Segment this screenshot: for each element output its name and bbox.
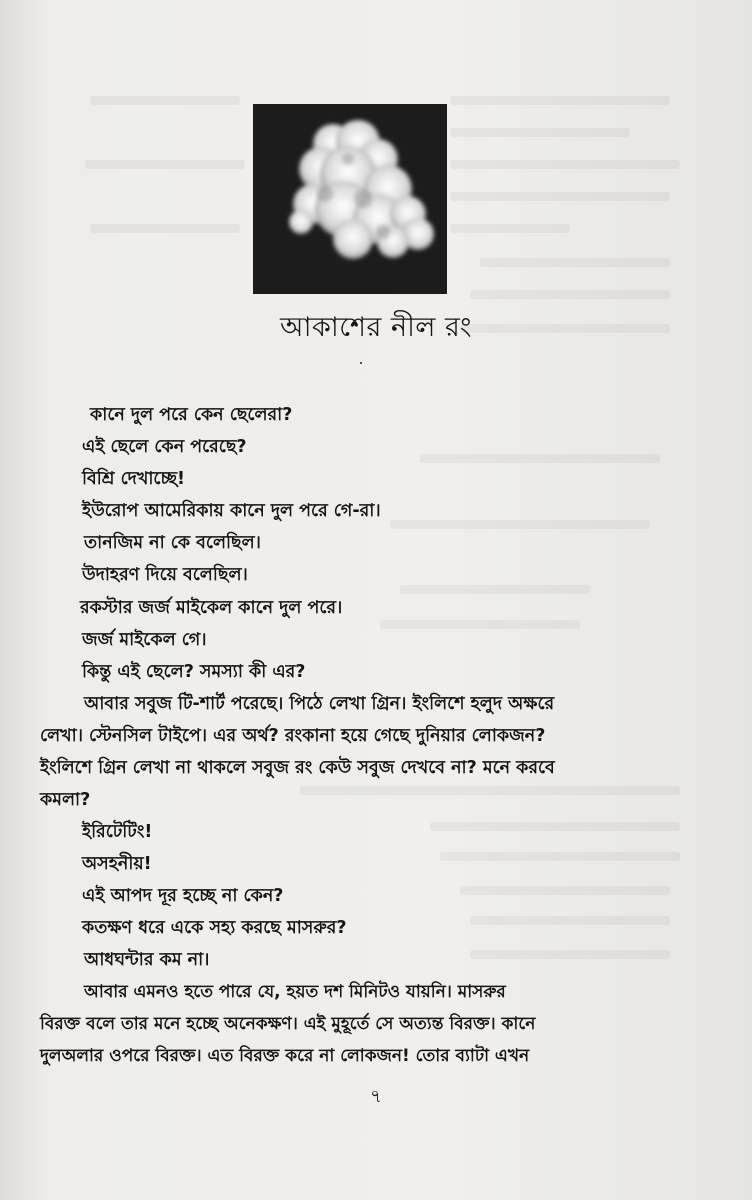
text-line-2: এই ছেলে কেন পরেছে?: [82, 437, 247, 457]
text-line-12: ইংলিশে গ্রিন লেখা না থাকলে সবুজ রং কেউ সবুজ দেখবে না? মনে করবে: [40, 758, 555, 778]
text-line-10: আবার সবুজ টি-শার্ট পরেছে। পিঠে লেখা গ্রিন। ইংলিশে হলুদ অক্ষরে: [84, 694, 555, 714]
text-line-21: দুলঅলার ওপরে বিরক্ত। এত বিরক্ত করে না লোকজন! তোর ব্যাটা এখন: [40, 1046, 530, 1066]
text-line-17: কতক্ষণ ধরে একে সহ্য করছে মাসরুর?: [82, 918, 347, 938]
text-line-1: কানে দুল পরে কেন ছেলেরা?: [90, 405, 293, 425]
page-number: ৭: [370, 1086, 382, 1107]
text-line-19: আবার এমনও হতে পারে যে, হয়ত দশ মিনিটও যায়নি। মাসরুর: [84, 982, 506, 1002]
cloud-icon: [253, 104, 447, 294]
cloud-illustration: [253, 104, 447, 294]
text-line-5: তানজিম না কে বলেছিল।: [84, 533, 261, 553]
text-line-14: ইরিটেটিং!: [82, 822, 153, 842]
text-line-18: আধঘন্টার কম না।: [84, 950, 210, 970]
text-line-4: ইউরোপ আমেরিকায় কানে দুল পরে গে-রা।: [82, 501, 381, 521]
text-line-7: রকস্টার জর্জ মাইকেল কানে দুল পরে।: [80, 598, 343, 618]
text-line-16: এই আপদ দূর হচ্ছে না কেন?: [82, 886, 284, 906]
text-line-15: অসহনীয়!: [82, 854, 152, 874]
text-line-6: উদাহরণ দিয়ে বলেছিল।: [82, 565, 248, 585]
chapter-title: আকাশের নীল রং: [280, 312, 472, 343]
text-line-8: জর্জ মাইকেল গে।: [82, 630, 207, 650]
text-line-9: কিন্তু এই ছেলে? সমস্যা কী এর?: [82, 662, 306, 682]
text-line-20: বিরক্ত বলে তার মনে হচ্ছে অনেকক্ষণ। এই মুহূর্তে সে অত্যন্ত বিরক্ত। কানে: [40, 1014, 536, 1034]
text-line-13: কমলা?: [40, 790, 91, 810]
decorative-dot: [360, 362, 362, 364]
text-line-11: লেখা। স্টেনসিল টাইপে। এর অর্থ? রংকানা হয়ে গেছে দুনিয়ার লোকজন?: [40, 726, 546, 746]
text-line-3: বিশ্রি দেখাচ্ছে!: [82, 469, 186, 489]
